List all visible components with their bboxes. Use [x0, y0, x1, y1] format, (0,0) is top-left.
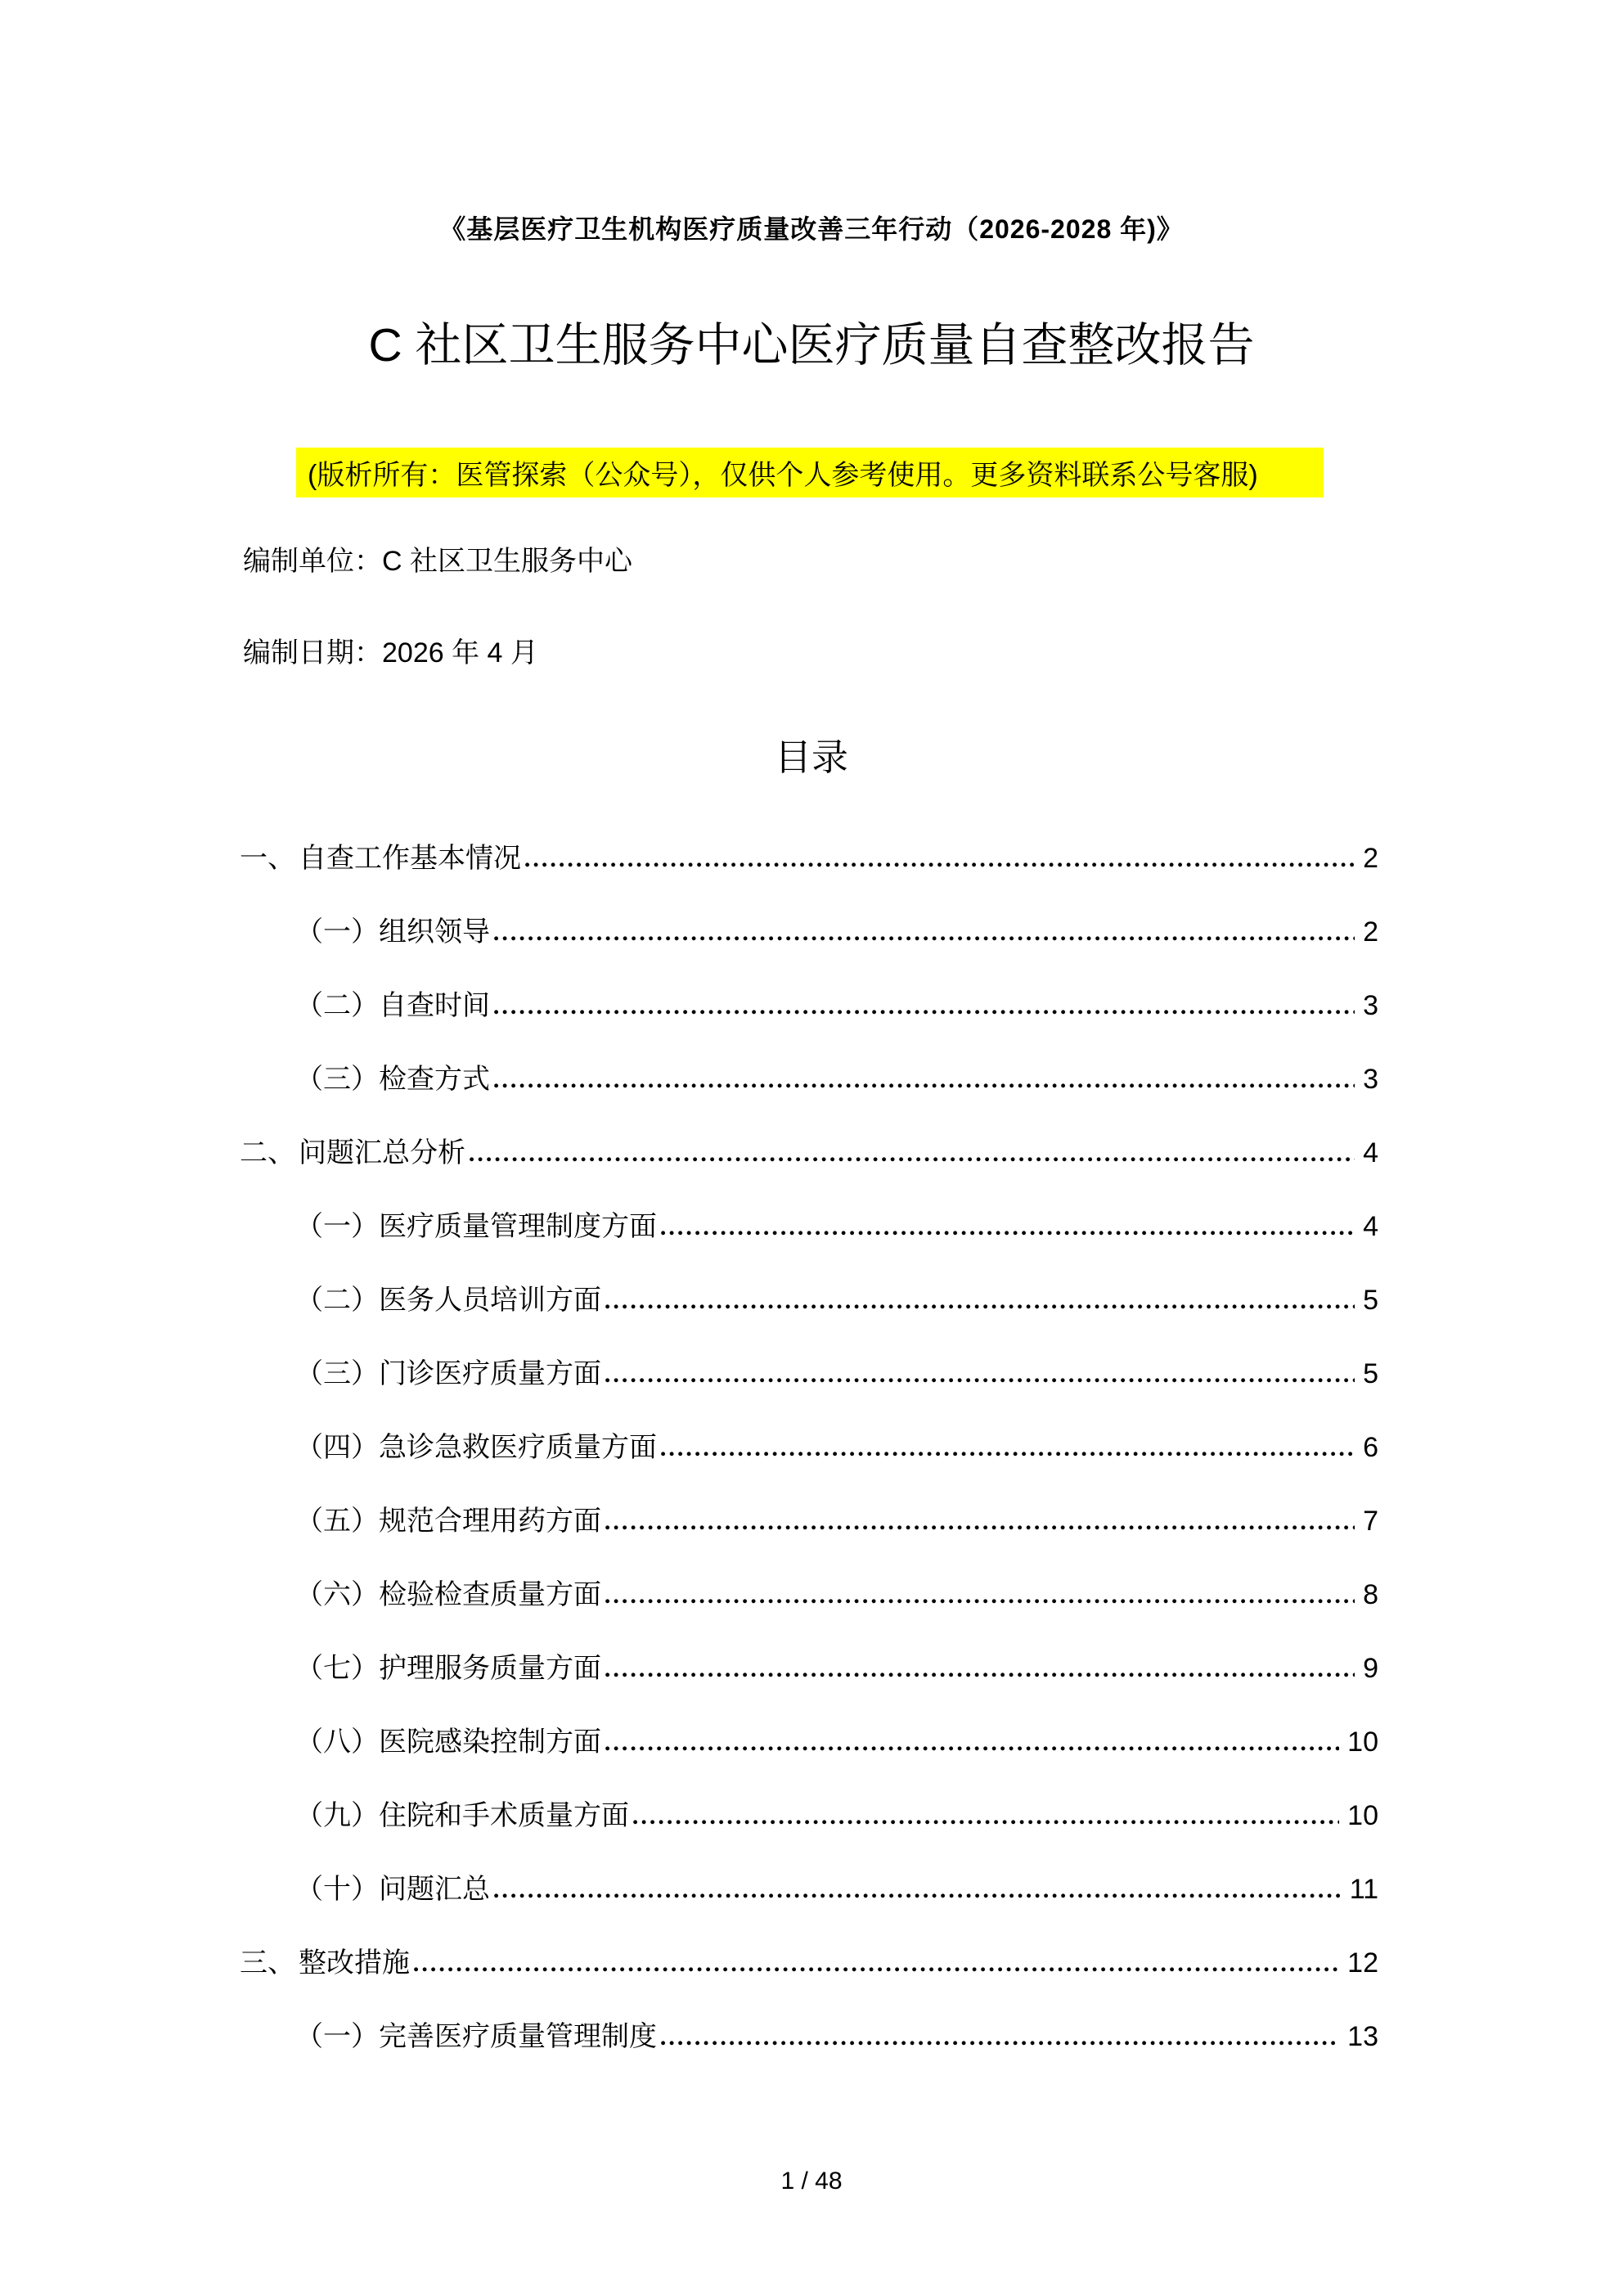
toc-entry-label: （七）: [295, 1653, 379, 1684]
toc-leader-dots: [605, 1378, 1355, 1383]
toc-page-number: 5: [1363, 1358, 1378, 1389]
toc-leader-dots: [494, 1010, 1355, 1015]
toc-entry-title: 完善医疗质量管理制度: [379, 2021, 657, 2052]
toc-entry-label: （五）: [295, 1506, 379, 1537]
copyright-notice: [296, 448, 1324, 497]
toc-entry-label: 二、: [240, 1137, 295, 1168]
toc-entry-title: 整改措施: [299, 1947, 410, 1979]
toc-entry-title: 医务人员培训方面: [379, 1285, 601, 1316]
toc-entry[interactable]: [240, 1344, 1378, 1418]
toc-leader-dots: [494, 936, 1355, 941]
toc-entry[interactable]: [240, 1860, 1378, 1934]
footer-page-number: 1 / 48: [780, 2168, 843, 2195]
toc-entry-label: 三、: [240, 1947, 295, 1979]
toc-leader-dots: [470, 1157, 1355, 1162]
toc-entry-title: 护理服务质量方面: [379, 1653, 601, 1684]
toc-entry[interactable]: [240, 1786, 1378, 1860]
toc-page-number: 9: [1363, 1653, 1378, 1684]
toc-entry-title: 自查时间: [379, 990, 490, 1021]
document-header-title: 《基层医疗卫生机构医疗质量改善三年行动（2026-2028 年)》: [439, 214, 1184, 244]
toc-leader-dots: [605, 1746, 1339, 1751]
toc-entry-title: 住院和手术质量方面: [379, 1800, 629, 1831]
prepared-by-value: C 社区卫生服务中心: [382, 546, 632, 577]
prepared-date-line: [243, 635, 538, 671]
toc-heading: 目录: [774, 736, 848, 778]
toc-page-number: 3: [1363, 1064, 1378, 1095]
toc-entry-label: 一、: [240, 843, 295, 874]
toc-page-number: 13: [1347, 2021, 1378, 2052]
toc-entry-title: 规范合理用药方面: [379, 1506, 601, 1537]
toc-entry[interactable]: [240, 903, 1378, 976]
copyright-notice-text: (版析所有：医管探索（公众号），仅供个人参考使用。更多资料联系公号客服): [308, 460, 1258, 491]
toc-entry[interactable]: [240, 1565, 1378, 1639]
toc-entry-title: 检验检查质量方面: [379, 1579, 601, 1610]
toc-entry[interactable]: [240, 976, 1378, 1050]
toc-leader-dots: [494, 1083, 1355, 1088]
toc-entry-label: （三）: [295, 1064, 379, 1095]
toc-entry-label: （二）: [295, 990, 379, 1021]
prepared-date-label: 编制日期：: [243, 637, 382, 669]
toc-entry-title: 医院感染控制方面: [379, 1727, 601, 1758]
document-main-title: C 社区卫生服务中心医疗质量自查整改报告: [368, 319, 1255, 371]
toc-leader-dots: [661, 2041, 1339, 2046]
toc-entry-label: （十）: [295, 1874, 379, 1905]
toc-entry-label: （一）: [295, 1211, 379, 1242]
toc-entry[interactable]: [240, 1050, 1378, 1123]
toc-entry-label: （一）: [295, 2021, 379, 2052]
prepared-by-label: 编制单位：: [243, 546, 382, 577]
toc-page-number: 4: [1363, 1137, 1378, 1168]
toc-page-number: 3: [1363, 990, 1378, 1021]
toc-entry[interactable]: [240, 2007, 1378, 2081]
page-footer: [0, 2167, 1623, 2196]
toc-page-number: 10: [1347, 1800, 1378, 1831]
toc-leader-dots: [605, 1525, 1355, 1530]
toc-entry-title: 自查工作基本情况: [299, 843, 521, 874]
prepared-date-value: 2026 年 4 月: [382, 637, 538, 669]
toc-page-number: 11: [1349, 1874, 1378, 1905]
toc-entry-label: （八）: [295, 1727, 379, 1758]
toc-entry-label: （一）: [295, 916, 379, 948]
toc-leader-dots: [661, 1452, 1355, 1456]
toc-entry-title: 急诊急救医疗质量方面: [379, 1432, 657, 1463]
toc-leader-dots: [525, 862, 1355, 867]
toc-page-number: 7: [1363, 1506, 1378, 1537]
toc-entry[interactable]: [240, 1271, 1378, 1344]
toc-entry[interactable]: [240, 1934, 1378, 2007]
toc-page-number: 2: [1363, 843, 1378, 874]
toc-leader-dots: [605, 1304, 1355, 1309]
toc-entry[interactable]: [240, 829, 1378, 903]
toc-leader-dots: [605, 1672, 1355, 1677]
toc-entry[interactable]: [240, 1639, 1378, 1713]
toc-entry-label: （四）: [295, 1432, 379, 1463]
toc-entry[interactable]: [240, 1123, 1378, 1197]
toc-entry-label: （三）: [295, 1358, 379, 1389]
toc-page-number: 6: [1363, 1432, 1378, 1463]
toc-entry-title: 问题汇总: [379, 1874, 490, 1905]
toc-leader-dots: [661, 1231, 1355, 1236]
toc-entry[interactable]: [240, 1197, 1378, 1271]
toc-entry-label: （二）: [295, 1285, 379, 1316]
toc-page-number: 8: [1363, 1579, 1378, 1610]
toc-page-number: 5: [1363, 1285, 1378, 1316]
toc-entry-label: （六）: [295, 1579, 379, 1610]
toc-entry[interactable]: [240, 1492, 1378, 1565]
toc-leader-dots: [494, 1893, 1342, 1898]
toc-leader-dots: [633, 1820, 1339, 1825]
toc-entry-title: 组织领导: [379, 916, 490, 948]
toc-leader-dots: [414, 1967, 1339, 1972]
toc-entry-label: （九）: [295, 1800, 379, 1831]
prepared-by-line: [243, 543, 632, 579]
toc-entry[interactable]: [240, 1713, 1378, 1786]
toc-page-number: 4: [1363, 1211, 1378, 1242]
toc-page-number: 2: [1363, 916, 1378, 948]
toc-entry-title: 问题汇总分析: [299, 1137, 465, 1168]
toc-list: [240, 829, 1378, 2081]
toc-page-number: 12: [1347, 1947, 1378, 1979]
toc-entry-title: 门诊医疗质量方面: [379, 1358, 601, 1389]
toc-page-number: 10: [1347, 1727, 1378, 1758]
toc-entry-title: 检查方式: [379, 1064, 490, 1095]
toc-entry[interactable]: [240, 1418, 1378, 1492]
toc-entry-title: 医疗质量管理制度方面: [379, 1211, 657, 1242]
toc-leader-dots: [605, 1599, 1355, 1604]
